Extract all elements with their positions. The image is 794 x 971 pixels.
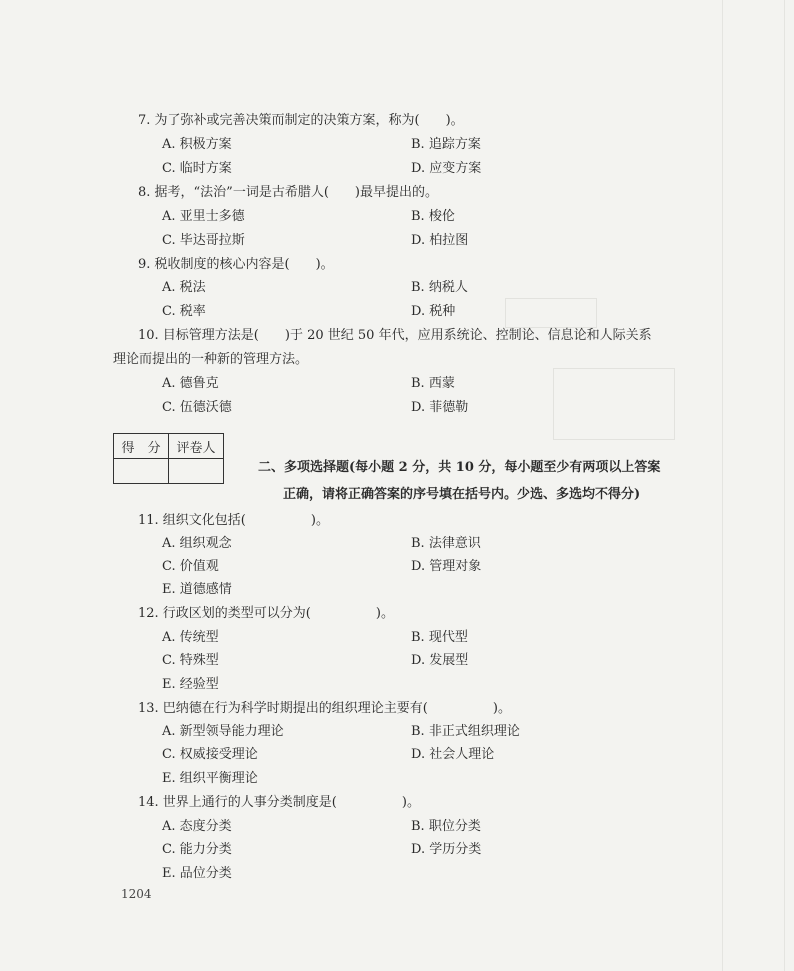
- option: E. 品位分类: [162, 866, 232, 881]
- option: A. 组织观念: [162, 536, 232, 551]
- question-10-continuation: 理论而提出的一种新的管理方法。: [113, 352, 309, 367]
- option: D. 发展型: [411, 653, 469, 668]
- option: B. 法律意识: [411, 536, 481, 551]
- question-10: 10. 目标管理方法是( )于 20 世纪 50 年代，应用系统论、控制论、信息论和人际关系: [138, 328, 652, 343]
- option: A. 亚里士多德: [162, 209, 245, 224]
- option: D. 菲德勒: [411, 400, 469, 415]
- option: E. 组织平衡理论: [162, 771, 258, 786]
- option: C. 税率: [162, 304, 206, 319]
- option: A. 态度分类: [162, 819, 232, 834]
- question-11: 11. 组织文化包括( )。: [138, 513, 329, 528]
- section-instructions: 正确，请将正确答案的序号填在括号内。少选、多选均不得分): [283, 487, 641, 502]
- option: D. 应变方案: [411, 161, 482, 176]
- question-12: 12. 行政区划的类型可以分为( )。: [138, 606, 394, 621]
- question-14: 14. 世界上通行的人事分类制度是( )。: [138, 795, 420, 810]
- score-cell[interactable]: [114, 459, 169, 484]
- option: D. 学历分类: [411, 842, 482, 857]
- grader-cell[interactable]: [169, 459, 224, 484]
- option: A. 德鲁克: [162, 376, 219, 391]
- option: A. 新型领导能力理论: [162, 724, 284, 739]
- section-heading: 二、多项选择题(每小题 2 分，共 10 分，每小题至少有两项以上答案: [258, 460, 661, 475]
- option: A. 传统型: [162, 630, 219, 645]
- show-through-box: [553, 368, 675, 440]
- score-label: 得 分: [114, 434, 169, 459]
- option: D. 柏拉图: [411, 233, 469, 248]
- option: C. 价值观: [162, 559, 219, 574]
- option: A. 税法: [162, 280, 206, 295]
- option: D. 税种: [411, 304, 456, 319]
- option: A. 积极方案: [162, 137, 232, 152]
- option: B. 追踪方案: [411, 137, 481, 152]
- scan-edge: [784, 0, 785, 971]
- question-13: 13. 巴纳德在行为科学时期提出的组织理论主要有( )。: [138, 701, 511, 716]
- page-number: 1204: [121, 887, 152, 901]
- option: B. 现代型: [411, 630, 468, 645]
- option: B. 西蒙: [411, 376, 455, 391]
- option: E. 经验型: [162, 677, 219, 692]
- option: C. 毕达哥拉斯: [162, 233, 245, 248]
- option: B. 非正式组织理论: [411, 724, 520, 739]
- option: C. 临时方案: [162, 161, 232, 176]
- grader-label: 评卷人: [169, 434, 224, 459]
- option: C. 特殊型: [162, 653, 219, 668]
- option: D. 管理对象: [411, 559, 482, 574]
- question-9: 9. 税收制度的核心内容是( )。: [138, 257, 334, 272]
- option: B. 纳税人: [411, 280, 468, 295]
- option: C. 权威接受理论: [162, 747, 258, 762]
- show-through-box: [505, 298, 597, 328]
- question-8: 8. 据考，“法治”一词是古希腊人( )最早提出的。: [138, 185, 438, 200]
- option: B. 梭伦: [411, 209, 455, 224]
- option: E. 道德感情: [162, 582, 232, 597]
- score-table: [113, 433, 224, 484]
- scan-edge: [722, 0, 723, 971]
- option: C. 伍德沃德: [162, 400, 232, 415]
- question-7: 7. 为了弥补或完善决策而制定的决策方案，称为( )。: [138, 113, 464, 128]
- option: C. 能力分类: [162, 842, 232, 857]
- option: D. 社会人理论: [411, 747, 495, 762]
- option: B. 职位分类: [411, 819, 481, 834]
